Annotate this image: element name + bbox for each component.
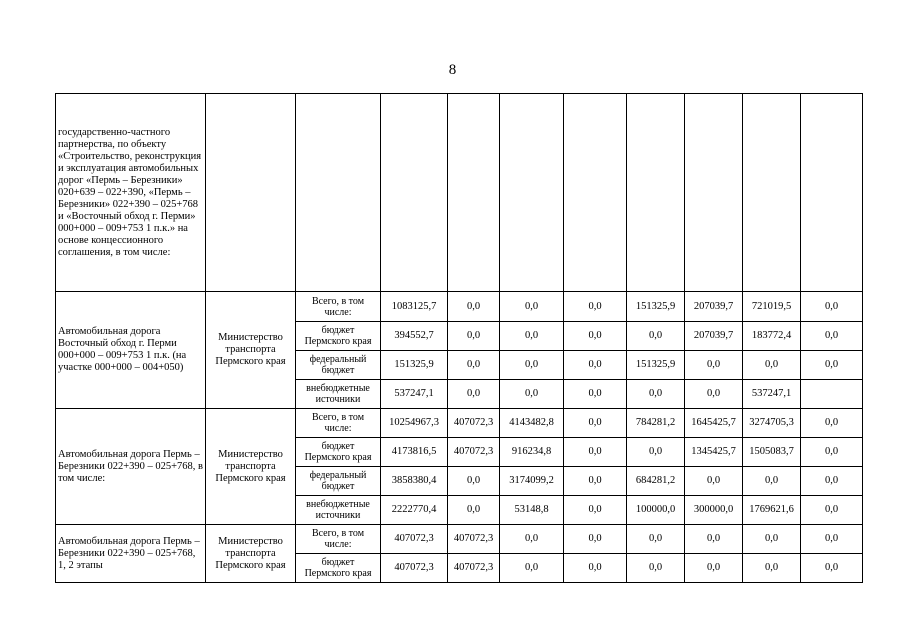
value-cell: 0,0 bbox=[801, 467, 863, 496]
funding-source: федеральный бюджет bbox=[296, 351, 381, 380]
value-cell: 0,0 bbox=[564, 409, 627, 438]
value-cell: 0,0 bbox=[685, 467, 743, 496]
value-cell: 0,0 bbox=[801, 292, 863, 322]
object-name: Автомобильная дорога Восточный обход г. Перми 000+000 – 009+753 1 п.к. (на участке 000+000 – 004+050) bbox=[56, 292, 206, 409]
value-cell: 0,0 bbox=[564, 351, 627, 380]
value-cell: 3858380,4 bbox=[381, 467, 448, 496]
value-cell: 207039,7 bbox=[685, 322, 743, 351]
value-cell: 0,0 bbox=[743, 351, 801, 380]
funding-source: бюджет Пермского края bbox=[296, 322, 381, 351]
value-cell: 916234,8 bbox=[500, 438, 564, 467]
value-cell: 2222770,4 bbox=[381, 496, 448, 525]
value-cell: 407072,3 bbox=[448, 525, 500, 554]
funding-source: внебюджетные источники bbox=[296, 380, 381, 409]
value-cell: 53148,8 bbox=[500, 496, 564, 525]
value-cell: 0,0 bbox=[801, 496, 863, 525]
value-cell: 0,0 bbox=[448, 467, 500, 496]
value-cell: 0,0 bbox=[801, 409, 863, 438]
value-cell: 0,0 bbox=[627, 438, 685, 467]
value-cell: 0,0 bbox=[564, 322, 627, 351]
value-cell: 1505083,7 bbox=[743, 438, 801, 467]
executor: Министерство транспорта Пермского края bbox=[206, 525, 296, 583]
funding-source: Всего, в том числе: bbox=[296, 292, 381, 322]
value-cell: 1769621,6 bbox=[743, 496, 801, 525]
value-cell: 183772,4 bbox=[743, 322, 801, 351]
value-cell: 537247,1 bbox=[743, 380, 801, 409]
funding-source: федеральный бюджет bbox=[296, 467, 381, 496]
funding-source: внебюджетные источники bbox=[296, 496, 381, 525]
value-cell: 0,0 bbox=[564, 496, 627, 525]
value-cell: 300000,0 bbox=[685, 496, 743, 525]
value-cell: 1083125,7 bbox=[381, 292, 448, 322]
value-cell: 0,0 bbox=[448, 380, 500, 409]
value-cell: 0,0 bbox=[500, 380, 564, 409]
value-cell: 0,0 bbox=[685, 554, 743, 583]
budget-table bbox=[55, 93, 863, 583]
funding-source: Всего, в том числе: bbox=[296, 409, 381, 438]
table-row bbox=[56, 525, 863, 554]
value-cell: 0,0 bbox=[564, 380, 627, 409]
value-cell: 0,0 bbox=[685, 351, 743, 380]
value-cell: 394552,7 bbox=[381, 322, 448, 351]
value-cell: 0,0 bbox=[627, 554, 685, 583]
value-cell: 0,0 bbox=[564, 292, 627, 322]
value-cell: 0,0 bbox=[685, 380, 743, 409]
value-cell: 1345425,7 bbox=[685, 438, 743, 467]
value-cell: 0,0 bbox=[627, 525, 685, 554]
value-cell: 0,0 bbox=[627, 380, 685, 409]
executor: Министерство транспорта Пермского края bbox=[206, 292, 296, 409]
value-cell: 100000,0 bbox=[627, 496, 685, 525]
value-cell: 0,0 bbox=[448, 496, 500, 525]
value-cell: 0,0 bbox=[801, 525, 863, 554]
value-cell: 0,0 bbox=[448, 351, 500, 380]
value-cell: 207039,7 bbox=[685, 292, 743, 322]
object-name: Автомобильная дорога Пермь – Березники 022+390 – 025+768, 1, 2 этапы bbox=[56, 525, 206, 583]
value-cell: 0,0 bbox=[627, 322, 685, 351]
value-cell: 0,0 bbox=[685, 525, 743, 554]
value-cell: 0,0 bbox=[564, 554, 627, 583]
value-cell: 0,0 bbox=[448, 322, 500, 351]
value-cell: 0,0 bbox=[743, 554, 801, 583]
value-cell: 407072,3 bbox=[381, 525, 448, 554]
funding-source: Всего, в том числе: bbox=[296, 525, 381, 554]
value-cell: 3274705,3 bbox=[743, 409, 801, 438]
intro-text: государственно-частного партнерства, по объекту «Строительство, реконструкция и эксплуатация автомобильных дорог «Пермь – Березники» 020+639 – 022+390, «Пермь – Березники» 022+390 – 025+768 и «Восточный обход г. Перми» 000+000 – 009+753 1 п.к.» на основе концессионного соглашения, в том числе: bbox=[56, 94, 206, 292]
value-cell: 407072,3 bbox=[448, 554, 500, 583]
funding-source: бюджет Пермского края bbox=[296, 554, 381, 583]
value-cell: 684281,2 bbox=[627, 467, 685, 496]
value-cell: 4143482,8 bbox=[500, 409, 564, 438]
value-cell: 0,0 bbox=[500, 322, 564, 351]
value-cell: 0,0 bbox=[743, 525, 801, 554]
value-cell: 407072,3 bbox=[448, 438, 500, 467]
value-cell: 537247,1 bbox=[381, 380, 448, 409]
value-cell: 3174099,2 bbox=[500, 467, 564, 496]
value-cell: 0,0 bbox=[801, 554, 863, 583]
value-cell: 0,0 bbox=[801, 351, 863, 380]
value-cell: 151325,9 bbox=[381, 351, 448, 380]
value-cell: 0,0 bbox=[500, 554, 564, 583]
value-cell: 407072,3 bbox=[381, 554, 448, 583]
value-cell: 0,0 bbox=[500, 292, 564, 322]
value-cell: 0,0 bbox=[500, 525, 564, 554]
executor: Министерство транспорта Пермского края bbox=[206, 409, 296, 525]
value-cell: 0,0 bbox=[801, 322, 863, 351]
object-name: Автомобильная дорога Пермь – Березники 022+390 – 025+768, в том числе: bbox=[56, 409, 206, 525]
intro-row bbox=[56, 94, 863, 292]
value-cell: 4173816,5 bbox=[381, 438, 448, 467]
value-cell: 1645425,7 bbox=[685, 409, 743, 438]
value-cell: 0,0 bbox=[564, 438, 627, 467]
funding-source: бюджет Пермского края bbox=[296, 438, 381, 467]
page-number: 8 bbox=[448, 62, 457, 78]
value-cell: 10254967,3 bbox=[381, 409, 448, 438]
table-row bbox=[56, 409, 863, 438]
value-cell: 0,0 bbox=[564, 467, 627, 496]
value-cell: 0,0 bbox=[448, 292, 500, 322]
table-row bbox=[56, 292, 863, 322]
value-cell: 0,0 bbox=[801, 438, 863, 467]
value-cell: 407072,3 bbox=[448, 409, 500, 438]
value-cell: 0,0 bbox=[743, 467, 801, 496]
value-cell: 151325,9 bbox=[627, 351, 685, 380]
value-cell: 0,0 bbox=[564, 525, 627, 554]
value-cell bbox=[801, 380, 863, 409]
value-cell: 784281,2 bbox=[627, 409, 685, 438]
value-cell: 0,0 bbox=[500, 351, 564, 380]
value-cell: 151325,9 bbox=[627, 292, 685, 322]
value-cell: 721019,5 bbox=[743, 292, 801, 322]
